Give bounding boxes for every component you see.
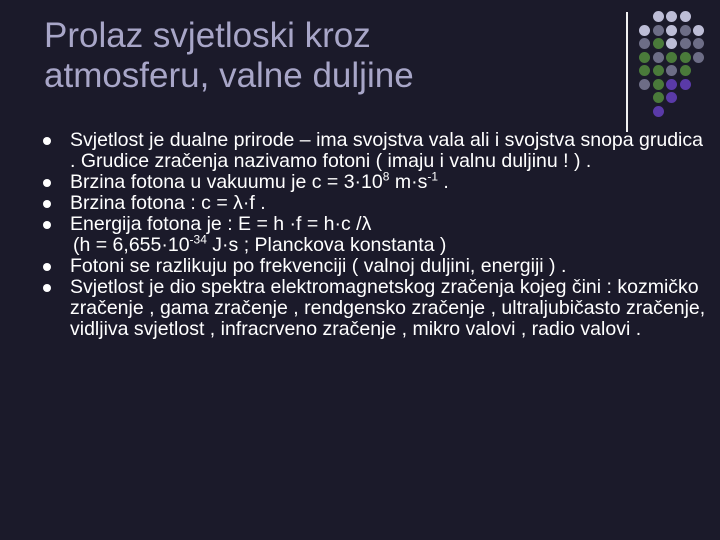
decorative-dot bbox=[680, 79, 691, 90]
decorative-dot bbox=[666, 52, 677, 63]
planck-text-pre: (h = 6,655·10 bbox=[73, 234, 190, 256]
speed-text-post: . bbox=[438, 171, 449, 193]
decorative-dot bbox=[653, 92, 664, 103]
slide-title bbox=[44, 16, 604, 96]
speed-unit: m·s bbox=[389, 171, 428, 193]
decorative-dot-grid bbox=[639, 11, 719, 121]
title-line-2: atmosferu, valne duljine bbox=[44, 56, 414, 95]
decorative-dot bbox=[680, 65, 691, 76]
bullet-text bbox=[70, 171, 449, 193]
bullet-item-photon-difference bbox=[40, 256, 712, 277]
bullet-dot-icon bbox=[43, 200, 51, 208]
speed-text-pre: Brzina fotona u vakuumu je c = 3·10 bbox=[70, 171, 383, 193]
decorative-dot bbox=[653, 25, 664, 36]
bullet-dot-icon bbox=[43, 179, 51, 187]
decorative-dot bbox=[666, 92, 677, 103]
decorative-dot bbox=[653, 79, 664, 90]
bullet-item-spectrum bbox=[40, 277, 712, 340]
decorative-dot bbox=[639, 25, 650, 36]
decorative-dot bbox=[639, 38, 650, 49]
bullet-text: Svjetlost je dualne prirode – ima svojstva vala ali i svojstva snopa grudica . Grudice zračenja nazivamo fotoni ( imaju i valnu duljinu ! ) . bbox=[70, 129, 703, 172]
decorative-dot bbox=[639, 52, 650, 63]
decorative-dot bbox=[639, 79, 650, 90]
decorative-dot bbox=[653, 38, 664, 49]
bullet-text: Brzina fotona : c = λ·f . bbox=[70, 192, 266, 214]
decorative-dot bbox=[693, 52, 704, 63]
bullet-dot-icon bbox=[43, 221, 51, 229]
decorative-dot bbox=[653, 11, 664, 22]
bullet-dot-icon bbox=[43, 137, 51, 145]
decorative-dot bbox=[666, 65, 677, 76]
unit-exponent: -1 bbox=[427, 169, 438, 184]
decorative-dot bbox=[666, 38, 677, 49]
decorative-dot bbox=[680, 52, 691, 63]
bullet-text: Energija fotona je : E = h ·f = h·c /λ bbox=[70, 213, 372, 235]
planck-exponent: -34 bbox=[189, 232, 207, 247]
decorative-dot bbox=[653, 106, 664, 117]
decorative-dot bbox=[680, 11, 691, 22]
bullet-item-dual-nature bbox=[40, 130, 712, 172]
bullet-item-energy bbox=[40, 214, 712, 256]
title-line-1: Prolaz svjetloski kroz bbox=[44, 16, 371, 55]
decorative-dot bbox=[653, 65, 664, 76]
decorative-dot bbox=[693, 25, 704, 36]
bullet-item-speed-formula bbox=[40, 193, 712, 214]
decorative-dot bbox=[666, 11, 677, 22]
decorative-dot bbox=[693, 38, 704, 49]
bullet-item-speed-vacuum bbox=[40, 169, 712, 193]
bullet-text: Svjetlost je dio spektra elektromagnetskog zračenja kojeg čini : kozmičko zračenje , gama zračenje , rendgensko zračenje , ultraljubičasto zračenje, vidljiva svjetlost , infracrveno zračenje , mikro valovi , radio valovi . bbox=[70, 276, 706, 340]
bullet-list bbox=[40, 130, 712, 340]
bullet-dot-icon bbox=[43, 284, 51, 292]
decorative-dot bbox=[639, 65, 650, 76]
planck-text-post: J·s ; Planckova konstanta ) bbox=[206, 234, 447, 256]
decorative-dot bbox=[653, 52, 664, 63]
decorative-dot bbox=[666, 79, 677, 90]
bullet-text: Fotoni se razlikuju po frekvenciji ( valnoj duljini, energiji ) . bbox=[70, 255, 567, 277]
decorative-dot bbox=[680, 25, 691, 36]
decorative-dot bbox=[666, 25, 677, 36]
bullet-dot-icon bbox=[43, 263, 51, 271]
decorative-dot bbox=[680, 38, 691, 49]
divider-line bbox=[626, 12, 628, 132]
speed-exponent: 8 bbox=[382, 169, 390, 184]
planck-constant-line bbox=[70, 232, 712, 256]
